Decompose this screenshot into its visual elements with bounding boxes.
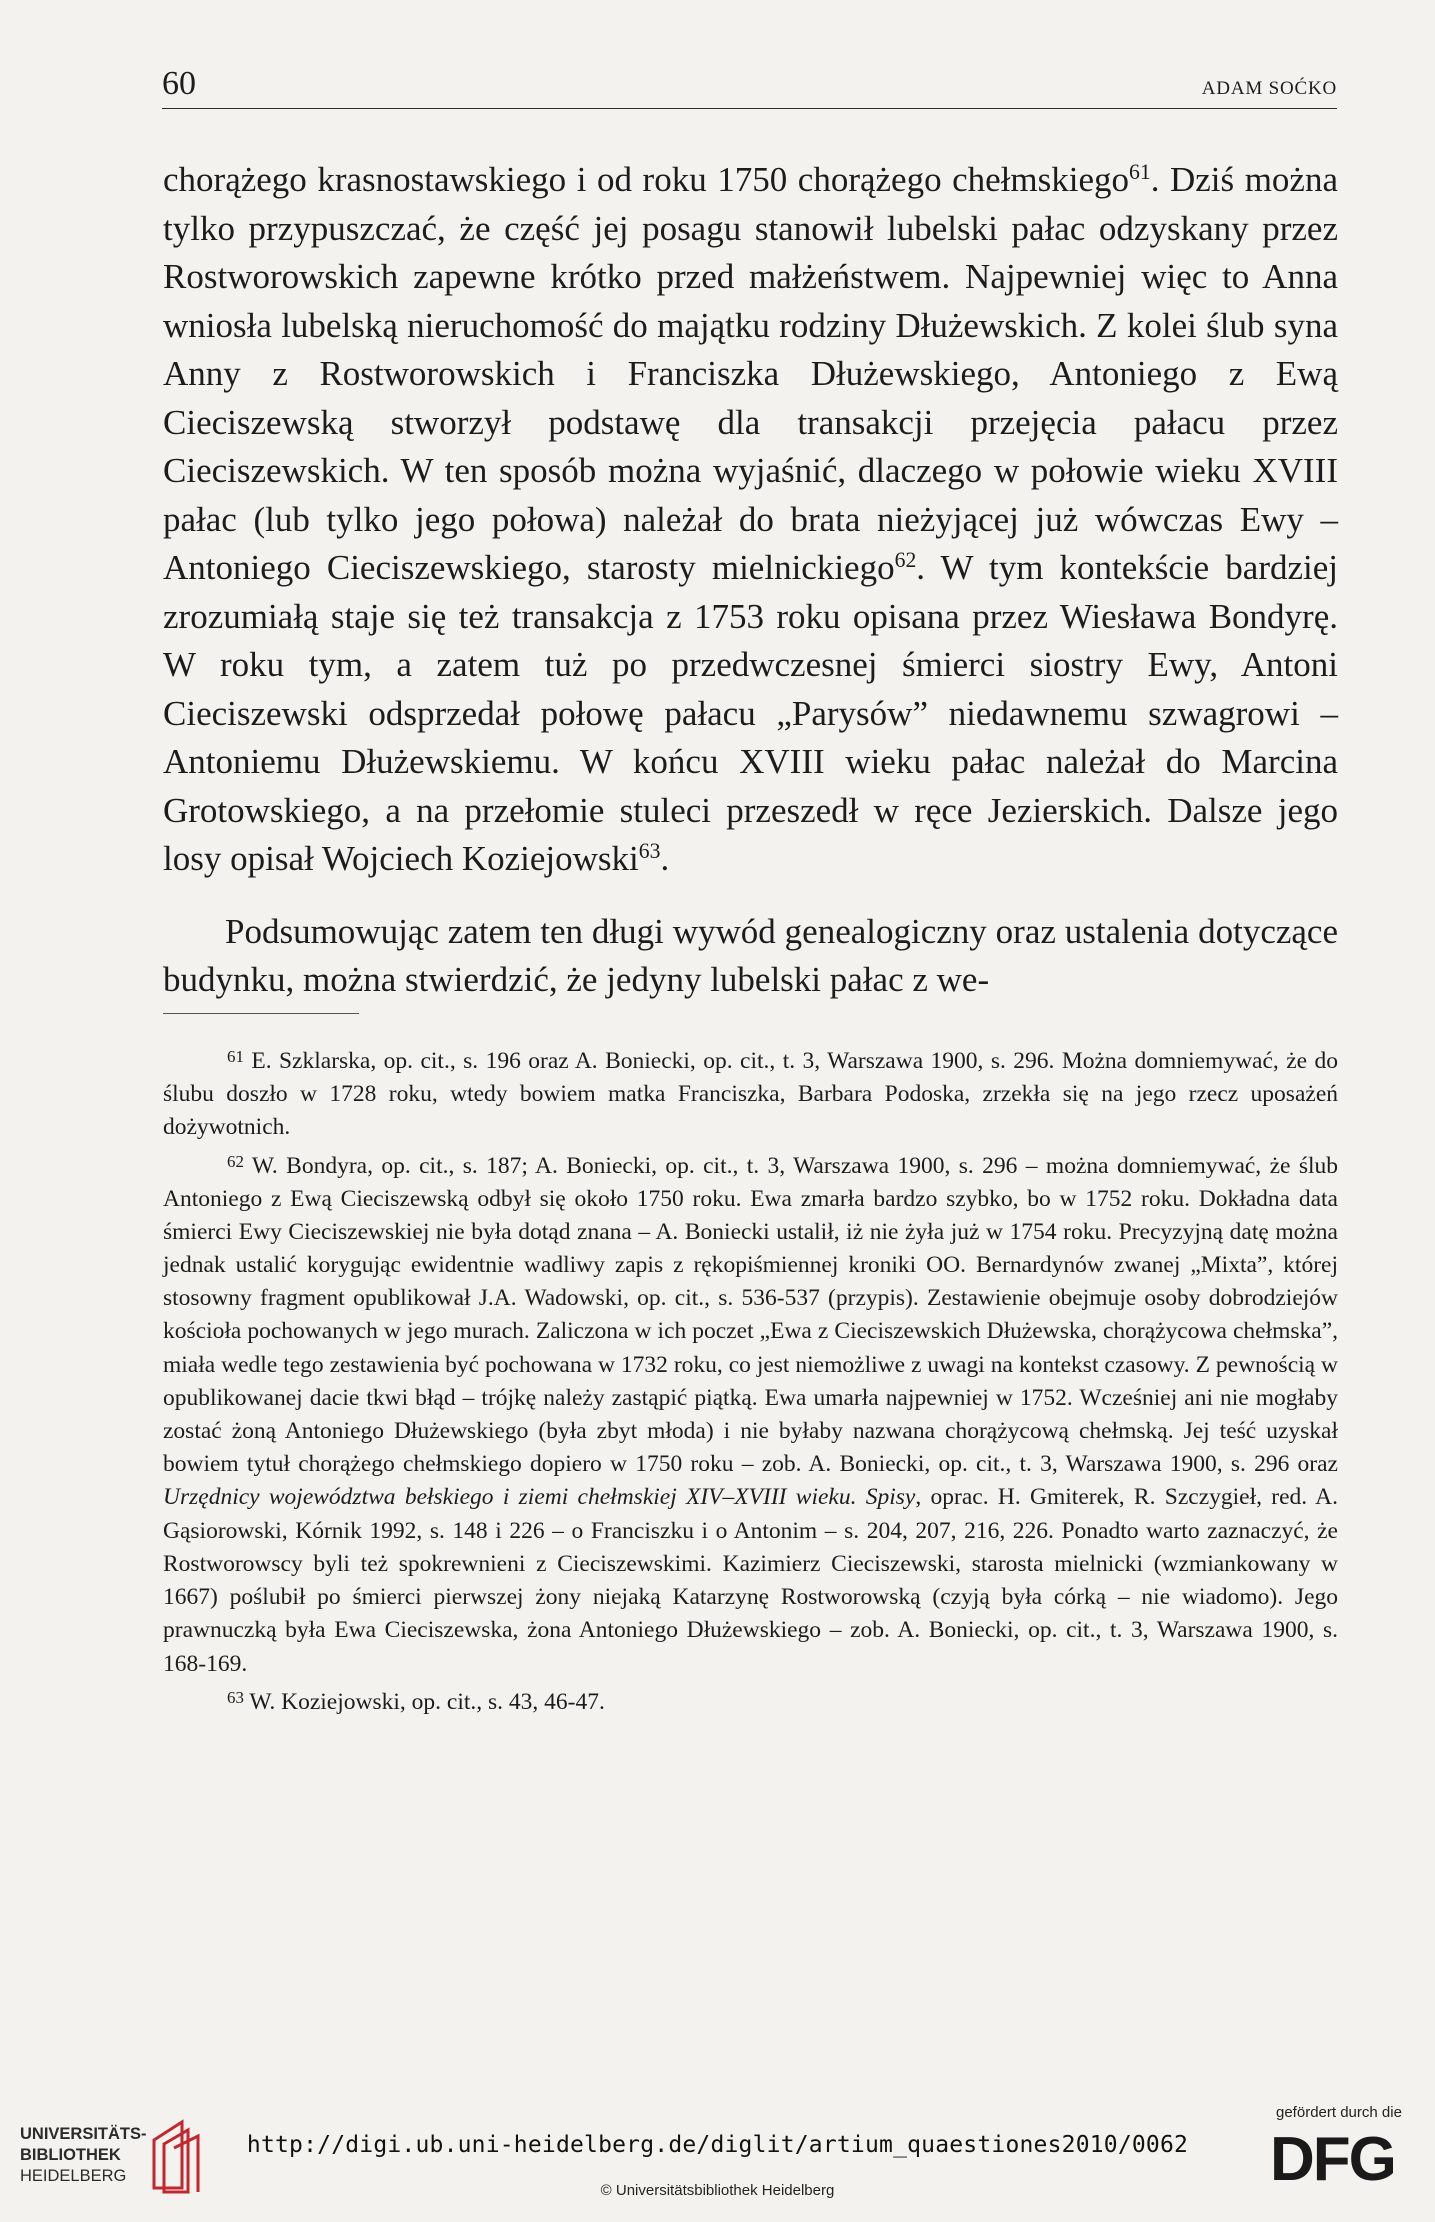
cited-title: Urzędnicy województwa bełskiego i ziemi chełmskiej XIV–XVIII wieku. Spisy [163, 1484, 916, 1511]
footnote-ref-61[interactable]: 61 [1129, 160, 1151, 185]
footnote-number: 63 [227, 1687, 244, 1707]
ub-heidelberg-logo[interactable]: UNIVERSITÄTS- BIBLIOTHEK HEIDELBERG [20, 2118, 210, 2196]
page-number: 60 [162, 65, 196, 102]
footnote-number: 61 [227, 1047, 244, 1066]
footnotes [163, 1040, 1338, 1719]
footnote-number: 62 [227, 1151, 244, 1171]
running-head-author: ADAM SOĆKO [1201, 78, 1337, 99]
footnote-ref-62[interactable]: 62 [894, 548, 917, 573]
copyright-notice: © Universitätsbibliothek Heidelberg [600, 2182, 835, 2199]
main-text [163, 156, 1338, 1005]
footnote-61: $^{61}$ E. Szklarska, op. cit., s. 196 oraz A. Boniecki, op. cit., t. 3, Warszawa 1900, s. 296. Można domniemywać, że do ślubu doszło w 1728 roku, wtedy bowiem matka Franciszka, Barbara Podoska, zrzekła się na jego rzecz uposażeń dożywotnich. [163, 1047, 1338, 1141]
dfg-wordmark: DFG [1270, 2125, 1395, 2194]
footnote-62: $^{62}$ W. Bondyra, op. cit., s. 187; A. Boniecki, op. cit., t. 3, Warszawa 1900, s. 296 – można domniemywać, że ślub Antoniego z Ewą Cieciszewską odbył się około 1750 roku. Ewa zmarła bardzo szybko, bo w 1752 roku. Dokładna data śmierci Ewy Cieciszewskiej nie była dotąd znana – A. Boniecki ustalił, iż nie żyła już w 1754 roku. Precyzyjną datę można jednak ustalić korygując ewidentnie wadliwy zapis z rękopiśmiennej kroniki OO. Bernardynów zwanej „Mixta”, której stosowny fragment opublikował J.A. Wadowski, op. cit., s. 536-537 (przypis). Zestawienie obejmuje osoby dobrodziejów kościoła pochowanych w jego murach. Zaliczona w ich poczet „Ewa z Cieciszewskich Dłużewska, chorążycowa chełmska”, miała wedle tego zestawienia być pochowana w 1732 roku, co jest niemożliwe z uwagi na kontekst czasowy. Z pewnością w opublikowanej dacie tkwi błąd – trójkę należy zastąpić piątką. Ewa umarła najpewniej w 1752. Wcześniej ani nie mogłaby zostać żoną Antoniego Dłużewskiego (była zbyt młoda) i nie byłaby nazwana chorążycową chełmską. Jej teść uzyskał bowiem tytuł chorążego chełmskiego dopiero w 1750 roku – zob. A. Boniecki, op. cit., t. 3, Warszawa 1900, s. 296 oraz Urzędnicy województwa bełskiego i ziemi chełmskiej XIV–XVIII wieku. Spisy, oprac. H. Gmiterek, R. Szczygieł, red. A. Gąsiorowski, Kórnik 1992, s. 148 i 226 – o Franciszku i o Antonim – s. 204, 207, 216, 226. Ponadto warto zaznaczyć, że Rostworowscy byli też spokrewnieni z Cieciszewskimi. Kazimierz Cieciszewski, starosta mielnicki (wzmiankowany w 1667) poślubił po śmierci pierwszej żony niejaką Katarzynę Rostworowską (czyją była córką – nie wiadomo). Jego prawnuczką była Ewa Cieciszewska, żona Antoniego Dłużewskiego – zob. A. Boniecki, op. cit., t. 3, Warszawa 1900, s. 168-169. [163, 1151, 1339, 1677]
permalink-url[interactable]: http://digi.ub.uni-heidelberg.de/diglit/artium_quaestiones2010/0062 [246, 2132, 1189, 2158]
footnote-divider [163, 1013, 359, 1014]
dfg-caption: gefördert durch die [1276, 2104, 1402, 2121]
footnote-63: $^{63}$ W. Koziejowski, op. cit., s. 43, 46-47. [227, 1687, 605, 1715]
paragraph-2: Podsumowując zatem ten długi wywód genealogiczny oraz ustalenia dotyczące budynku, można stwierdzić, że jedyny lubelski pałac z we- [163, 911, 1338, 999]
paragraph-1: chorążego krasnostawskiego i od roku 1750 chorążego chełmskiego$^{61}$. Dziś można tylko przypuszczać, że część jej posagu stanowił lubelski pałac odzyskany przez Rostworowskich zapewne krótko przed małżeństwem. Najpewniej więc to Anna wniosła lubelską nieruchomość do majątku rodziny Dłużewskich. Z kolei ślub syna Anny z Rostworowskich i Franciszka Dłużewskiego, Antoniego z Ewą Cieciszewską stworzył podstawę dla transakcji przejęcia pałacu przez Cieciszewskich. W ten sposób można wyjaśnić, dlaczego w połowie wieku XVIII pałac (lub tylko jego połowa) należał do brata nieżyjącej już wówczas Ewy – Antoniego Cieciszewskiego, starosty mielnickiego$^{62}$. W tym kontekście bardziej zrozumiałą staje się też transakcja z 1753 roku opisana przez Wiesława Bondyrę. W roku tym, a zatem tuż po przedwczesnej śmierci siostry Ewy, Antoni Cieciszewski odsprzedał połowę pałacu „Parysów” niedawnemu szwagrowi – Antoniemu Dłużewskiemu. W końcu XVIII wieku pałac należał do Marcina Grotowskiego, a na przełomie stuleci przeszedł w ręce Jezierskich. Dalsze jego losy opisał Wojciech Koziejowski$^{63}$. [163, 160, 1338, 878]
running-head [162, 66, 1337, 109]
dfg-logo[interactable] [1270, 2104, 1430, 2204]
footnote-ref-63[interactable]: 63 [638, 839, 661, 864]
